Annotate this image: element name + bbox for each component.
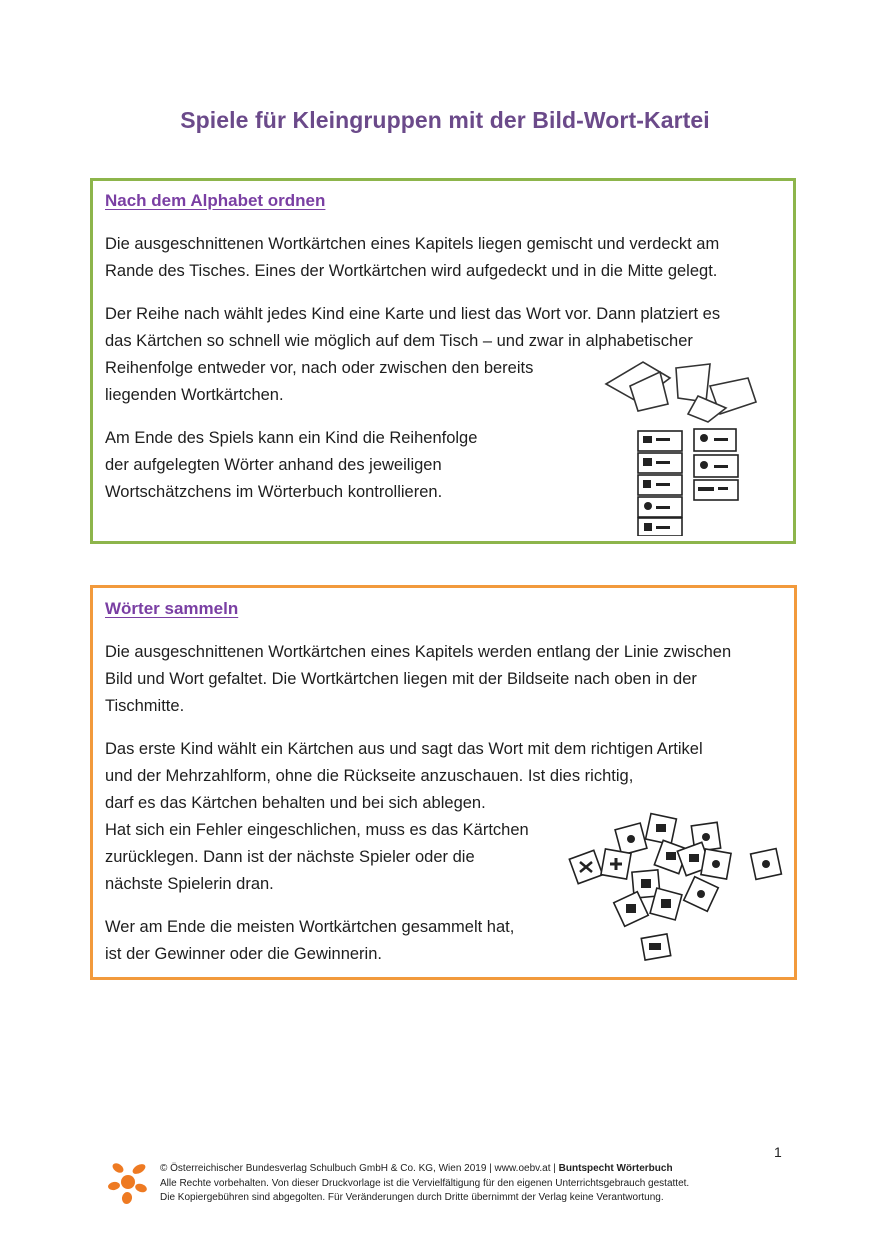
section-collect-paragraph-1: Die ausgeschnittenen Wortkärtchen eines Kapitels werden entlang der Linie zwischen Bild und Wort gefaltet. Die Wortkärtchen liegen mit der Bildseite nach oben in der Tischmitte. xyxy=(105,643,732,715)
footer-copyright: © Österreichischer Bundesverlag Schulbuch GmbH & Co. KG, Wien 2019 | www.oebv.at | Buntspecht Wörterbuch Alle Rechte vorbehalten. Von dieser Druckvorlage ist die Vervielfältigung für den eigenen Unterrichtsgebrauch gestattet. Die Kopiergebühren sind abgegolten. Für Veränderungen durch Dritte übernimmt der Verlag keine Verantwortung. xyxy=(160,1163,690,1203)
page-number: 1 xyxy=(774,1144,782,1160)
section-heading-collect-words: Wörter sammeln xyxy=(105,599,239,618)
section-collect-words xyxy=(90,585,797,980)
card-stack-illustration xyxy=(598,356,768,536)
publisher-logo-icon xyxy=(108,1160,148,1204)
scattered-cards-illustration xyxy=(553,806,785,966)
section-collect-paragraph-3: Wer am Ende die meisten Wortkärtchen gesammelt hat, ist der Gewinner oder die Gewinnerin. xyxy=(105,918,515,963)
section-alphabet-paragraph-2: Der Reihe nach wählt jedes Kind eine Karte und liest das Wort vor. Dann platziert es das Kärtchen so schnell wie möglich auf dem Tisch – und zwar in alphabetischer Reihenfolge entweder vor, nach oder zwischen den bereits liegenden Wortkärtchen. xyxy=(105,305,721,404)
section-heading-alphabet: Nach dem Alphabet ordnen xyxy=(105,191,326,210)
section-alphabet-paragraph-3: Am Ende des Spiels kann ein Kind die Reihenfolge der aufgelegten Wörter anhand des jeweiligen Wortschätzchens im Wörterbuch kontrollieren. xyxy=(105,429,478,501)
section-alphabet-paragraph-1: Die ausgeschnittenen Wortkärtchen eines Kapitels liegen gemischt und verdeckt am Rande des Tisches. Eines der Wortkärtchen wird aufgedeckt und in die Mitte gelegt. xyxy=(105,235,720,280)
section-collect-paragraph-2: Das erste Kind wählt ein Kärtchen aus und sagt das Wort mit dem richtigen Artikel und der Mehrzahlform, ohne die Rückseite anzuschauen. Ist dies richtig, darf es das Kärtchen behalten und bei sich ablegen. Hat sich ein Fehler eingeschlichen, muss es das Kärtchen zurücklegen. Dann ist der nächste Spieler oder die nächste Spielerin dran. xyxy=(105,740,703,893)
section-alphabet xyxy=(90,178,796,544)
page-title: Spiele für Kleingruppen mit der Bild-Wort-Kartei xyxy=(180,107,710,133)
